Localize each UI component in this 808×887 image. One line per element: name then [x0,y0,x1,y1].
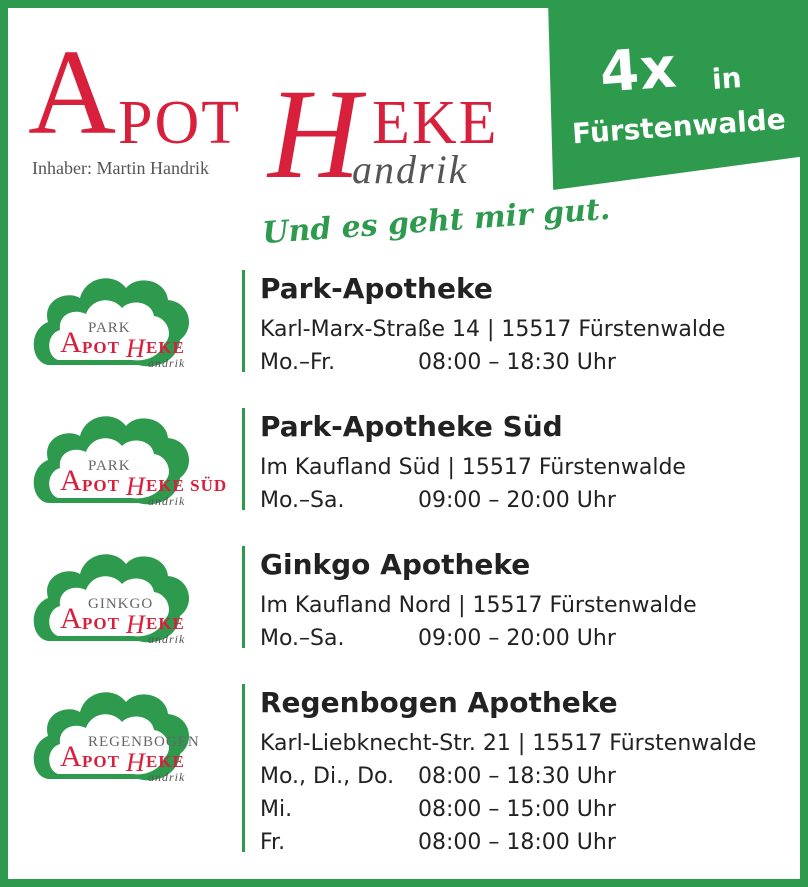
store-hours-days: Mo.–Sa. [260,488,345,513]
store-logo-h: H [126,748,145,777]
logo-letter-h: H [268,63,361,205]
slogan: Und es geht mir gut. [261,191,612,252]
store-name: Park-Apotheke [260,272,493,305]
store-hours-time: 08:00 – 18:30 Uhr [418,764,616,789]
store-hours-days: Mi. [260,797,293,822]
store-logo-pot: POT [82,752,120,771]
store-logo-suffix: EKE [146,338,185,357]
store-hours-days: Fr. [260,830,286,855]
store-logo-top: PARK [88,458,131,474]
store-logo-suffix: EKE SÜD [146,476,228,495]
store-logo-andrik: andrik [148,356,186,370]
store-name: Ginkgo Apotheke [260,548,531,581]
logo-letter-a: A [28,25,117,160]
store-logo-h: H [126,334,145,363]
store-address: Karl-Marx-Straße 14 | 15517 Fürstenwalde [260,317,726,342]
store-logo-a: A [60,602,82,635]
store-logo-a: A [60,464,82,497]
store-hours-days: Mo.–Fr. [260,350,336,375]
store-logo-top: REGENBOGEN [88,734,200,750]
store-name: Regenbogen Apotheke [260,686,618,719]
store-logo-suffix: EKE [146,614,185,633]
store-address: Karl-Liebknecht-Str. 21 | 15517 Fürstenwalde [260,731,757,756]
store-logo-andrik: andrik [148,494,186,508]
logo-andrik: andrik [352,147,469,192]
store-address: Im Kaufland Nord | 15517 Fürstenwalde [260,593,697,618]
store-hours-time: 08:00 – 18:30 Uhr [418,350,616,375]
store-hours-time: 08:00 – 18:00 Uhr [418,830,616,855]
store-logo-h: H [126,472,145,501]
badge-count: 4x [597,35,680,106]
store-logo-a: A [60,326,82,359]
store-logo-andrik: andrik [148,770,186,784]
logo-eke: EKE [372,89,499,157]
badge-city: Fürstenwalde [571,102,787,151]
store-logo-h: H [126,610,145,639]
store-logo-pot: POT [82,614,120,633]
divider [242,684,245,852]
store-hours-days: Mo., Di., Do. [260,764,395,789]
store-hours-days: Mo.–Sa. [260,626,345,651]
store-logo-pot: POT [82,338,120,357]
badge-in: in [710,61,743,96]
store-name: Park-Apotheke Süd [260,410,563,443]
store-logo-suffix: EKE [146,752,185,771]
store-logo-top: PARK [88,320,131,336]
store-hours-time: 09:00 – 20:00 Uhr [418,488,616,513]
store-hours-time: 09:00 – 20:00 Uhr [418,626,616,651]
store-logo-top: GINKGO [88,596,154,612]
divider [242,408,245,510]
store-logo-a: A [60,740,82,773]
store-hours-time: 08:00 – 15:00 Uhr [418,797,616,822]
store-address: Im Kaufland Süd | 15517 Fürstenwalde [260,455,686,480]
divider [242,270,245,372]
logo-owner: Inhaber: Martin Handrik [32,158,209,178]
store-logo-pot: POT [82,476,120,495]
divider [242,546,245,648]
store-logo-andrik: andrik [148,632,186,646]
logo-pot: POT [118,89,242,157]
